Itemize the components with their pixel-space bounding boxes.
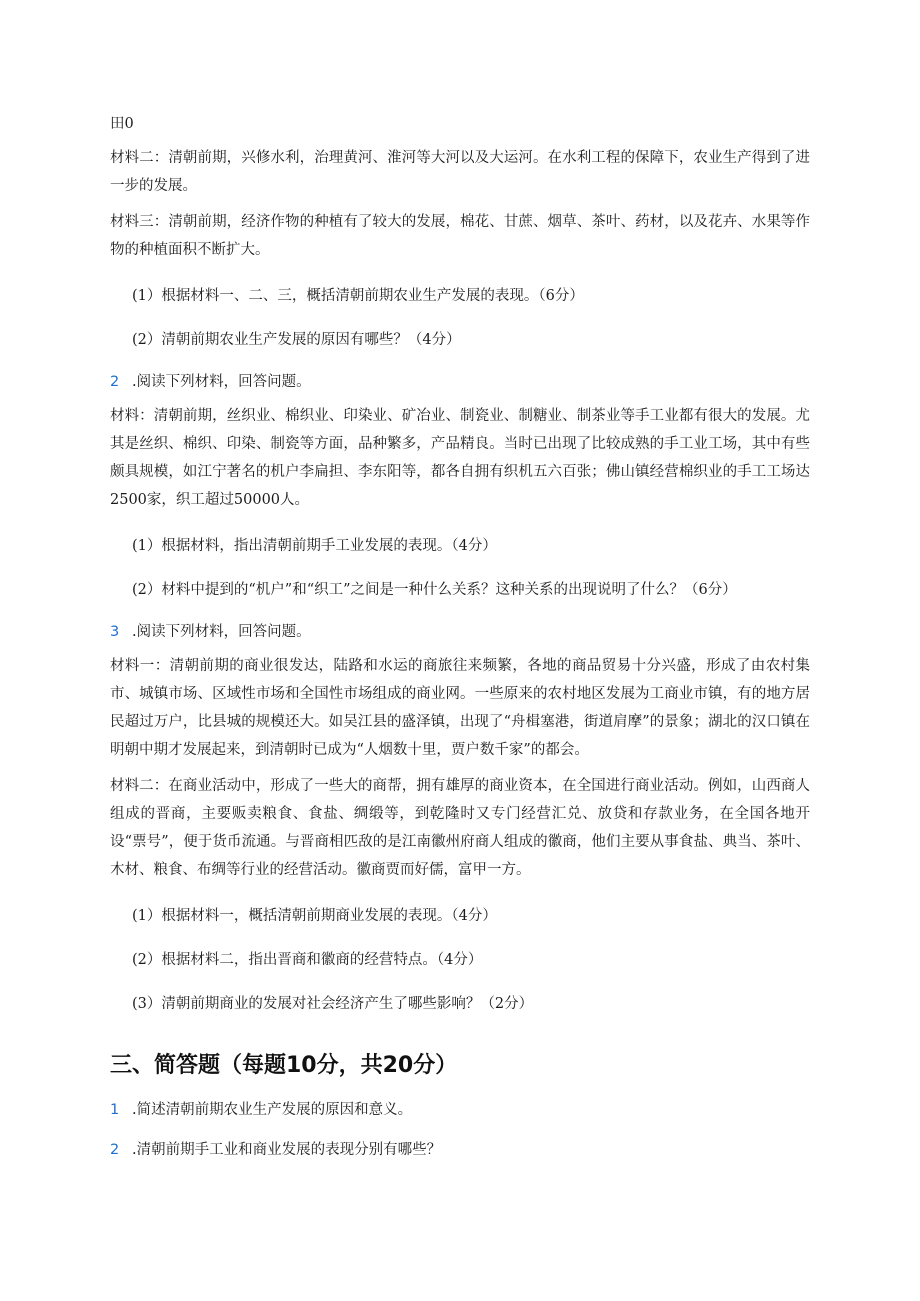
q3-subquestion-3: (3）清朝前期商业的发展对社会经济产生了哪些影响？（2分） bbox=[132, 996, 534, 1012]
section-3-item-1-number: 1 bbox=[110, 1102, 120, 1118]
q3-heading bbox=[110, 618, 810, 646]
section-3-item-2-number: 2 bbox=[110, 1142, 120, 1158]
q2-heading bbox=[110, 368, 810, 396]
q3-material-1: 材料一：清朝前期的商业很发达，陆路和水运的商旅往来频繁，各地的商品贸易十分兴盛，形成了由农村集市、城镇市场、区域性市场和全国性市场组成的商业网。一些原来的农村地区发展为工商业市镇，有的地方居民超过万户，比县城的规模还大。如吴江县的盛泽镇，出现了“舟楫塞港，街道肩摩”的景象；湖北的汉口镇在明朝中期才发展起来，到清朝时已成为“人烟数十里，贾户数千家”的都会。 bbox=[110, 658, 810, 758]
q3-heading-text: .阅读下列材料，回答问题。 bbox=[132, 624, 311, 640]
q2-number: 2 bbox=[110, 374, 120, 390]
section-3-item-1 bbox=[110, 1096, 810, 1124]
q1-material-3: 材料三：清朝前期，经济作物的种植有了较大的发展，棉花、甘蔗、烟草、茶叶、药材，以及花卉、水果等作物的种植面积不断扩大。 bbox=[110, 214, 810, 258]
q3-subquestion-2: (2）根据材料二，指出晋商和徽商的经营特点。（4分） bbox=[132, 952, 483, 968]
q2-subquestion-1: (1）根据材料，指出清朝前期手工业发展的表现。（4分） bbox=[132, 538, 497, 554]
page-fragment: 田0 bbox=[110, 116, 134, 132]
q1-material-2: 材料二：清朝前期，兴修水利，治理黄河、淮河等大河以及大运河。在水利工程的保障下，农业生产得到了进一步的发展。 bbox=[110, 150, 810, 194]
section-3-item-2-text: .清朝前期手工业和商业发展的表现分别有哪些？ bbox=[132, 1142, 442, 1158]
q2-material: 材料：清朝前期，丝织业、棉织业、印染业、矿冶业、制瓷业、制糖业、制茶业等手工业都有很大的发展。尤其是丝织、棉织、印染、制瓷等方面，品种繁多，产品精良。当时已出现了比较成熟的手工业工场，其中有些颇具规模，如江宁著名的机户李扁担、李东阳等，都各自拥有织机五六百张；佛山镇经营棉织业的手工工场达2500家，织工超过50000人。 bbox=[110, 408, 810, 508]
q3-subquestion-1: (1）根据材料一，概括清朝前期商业发展的表现。（4分） bbox=[132, 908, 497, 924]
q1-subquestion-2: (2）清朝前期农业生产发展的原因有哪些？（4分） bbox=[132, 332, 461, 348]
q3-material-2: 材料二：在商业活动中，形成了一些大的商帮，拥有雄厚的商业资本，在全国进行商业活动。例如，山西商人组成的晋商，主要贩卖粮食、食盐、绸缎等，到乾隆时又专门经营汇兑、放贷和存款业务，在全国各地开设“票号”，便于货币流通。与晋商相匹敌的是江南徽州府商人组成的徽商，他们主要从事食盐、典当、茶叶、木材、粮食、布绸等行业的经营活动。徽商贾而好儒，富甲一方。 bbox=[110, 778, 810, 878]
q1-subquestion-1: (1）根据材料一、二、三，概括清朝前期农业生产发展的表现。（6分） bbox=[132, 288, 584, 304]
section-3-title: 三、简答题（每题10分，共20分） bbox=[110, 1053, 458, 1078]
q2-subquestion-2: (2）材料中提到的“机户”和“织工”之间是一种什么关系？这种关系的出现说明了什么？（6分） bbox=[132, 582, 737, 598]
section-3-item-2 bbox=[110, 1136, 810, 1164]
q2-heading-text: .阅读下列材料，回答问题。 bbox=[132, 374, 311, 390]
section-3-item-1-text: .简述清朝前期农业生产发展的原因和意义。 bbox=[132, 1102, 413, 1118]
q3-number: 3 bbox=[110, 624, 120, 640]
document-page bbox=[110, 110, 810, 1170]
